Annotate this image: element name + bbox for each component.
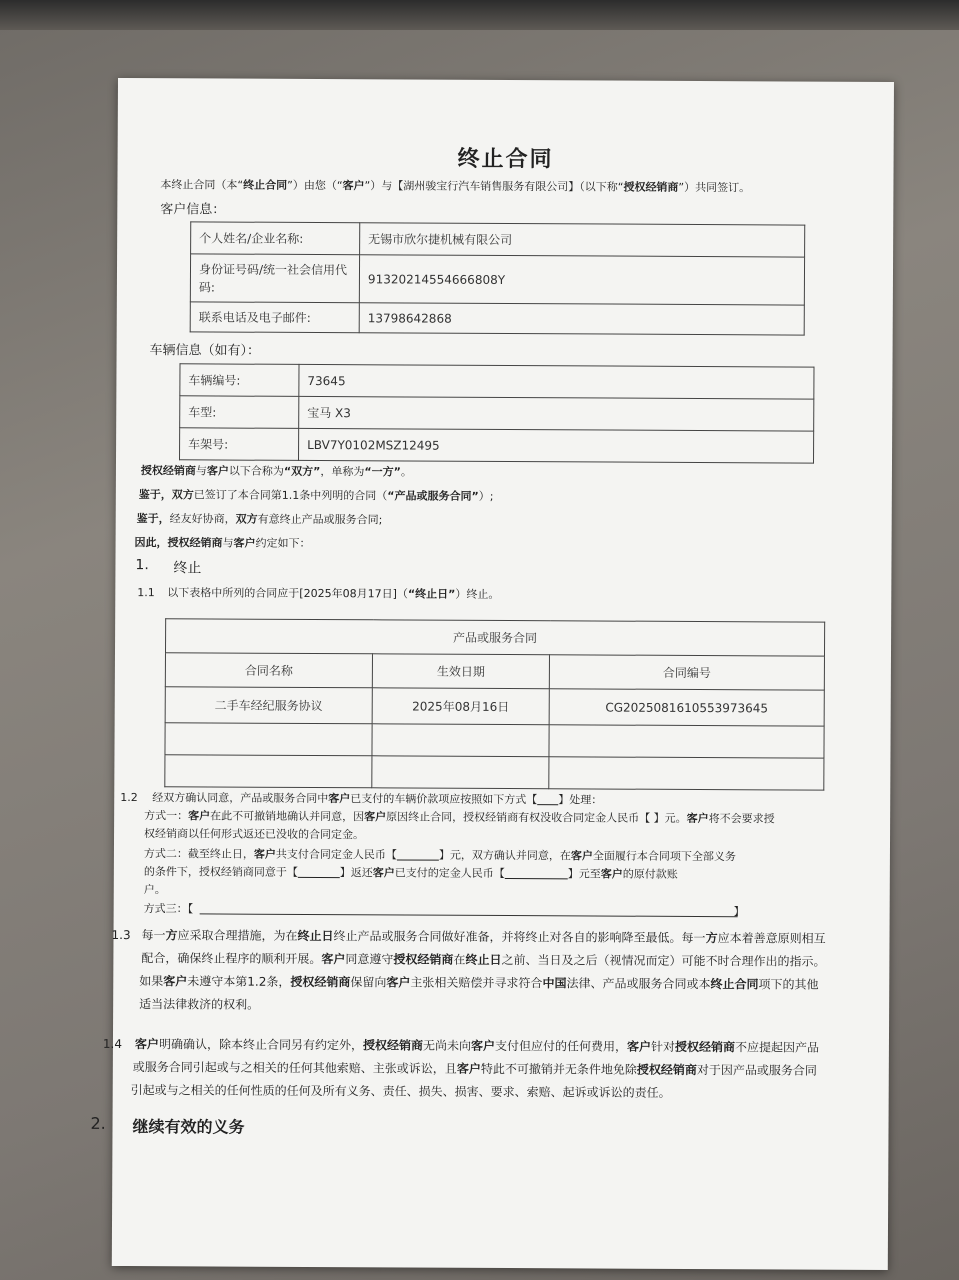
plain-text: 经友好协商， — [169, 512, 236, 526]
vehicle-row — [180, 428, 814, 463]
header-contract-number: 合同编号 — [549, 655, 824, 690]
plain-text: 】元，双方确认并同意，在 — [438, 848, 571, 863]
bold-term: 客户 — [470, 1038, 496, 1053]
plain-text: 在此不可撤销地确认并同意，因 — [210, 809, 365, 824]
bold-term: 双方 — [235, 512, 258, 526]
intro-text: ”）共同签订。 — [678, 180, 751, 195]
effective-date-cell — [372, 724, 549, 757]
bold-term: 客户 — [600, 867, 623, 881]
effective-date-cell — [372, 756, 549, 789]
plain-text: 保留向 — [350, 975, 387, 990]
contract-name-cell: 二手车经纪服务协议 — [165, 687, 372, 724]
plain-text: 主张相关赔偿并寻求符合 — [410, 975, 543, 991]
section-2-number: 2. — [90, 1113, 106, 1133]
bold-term: 方 — [705, 931, 718, 946]
customer-label: 联系电话及电子邮件: — [190, 302, 359, 333]
handling-method-blank — [537, 793, 558, 806]
way-3-line — [144, 900, 194, 917]
therefore-clause — [135, 534, 855, 555]
plain-text: 与 — [222, 536, 234, 550]
customer-info-table — [190, 221, 806, 335]
bold-term: 中国 — [542, 976, 567, 991]
vehicle-row — [180, 364, 814, 399]
plain-text: 同意遵守 — [345, 952, 394, 967]
contract-name-cell — [165, 755, 372, 788]
intro-paragraph — [160, 176, 860, 197]
customer-value: 13798642868 — [359, 303, 804, 335]
plain-text: ）终止。 — [455, 587, 500, 601]
bold-term: 客户 — [328, 792, 351, 806]
plain-text: 与 — [195, 464, 207, 478]
section-2-title: 继续有效的义务 — [132, 1117, 245, 1137]
plain-text: 有意终止产品或服务合同; — [257, 512, 383, 527]
bold-term: “终止日” — [407, 587, 456, 601]
clause-1-2-number: 1.2 — [120, 790, 138, 805]
clause-1-1-text — [167, 584, 867, 605]
intro-text: ”）由您（“ — [287, 178, 343, 193]
bold-term: “双方” — [283, 464, 321, 479]
plain-text: 已支付的车辆价款项应按照如下方式【 — [350, 792, 538, 807]
plain-text: 应本着善意原则相互 — [717, 931, 826, 946]
contract-table-caption: 产品或服务合同 — [165, 619, 824, 656]
contract-number-cell: CG2025081610553973645 — [549, 689, 824, 726]
plain-text: 以下合称为 — [228, 464, 284, 478]
header-effective-date: 生效日期 — [372, 654, 549, 689]
intro-bold: 终止合同 — [243, 178, 288, 192]
plain-text: 的条件下，授权经销商同意于【 — [143, 865, 298, 879]
plain-text: 如果 — [139, 974, 164, 989]
bold-term: “产品或服务合同” — [387, 489, 479, 503]
bold-term: 终止日 — [297, 928, 334, 944]
deposit-amount-blank — [397, 848, 439, 861]
vehicle-info-heading: 车辆信息（如有）： — [149, 343, 261, 359]
customer-label: 身份证号码/统一社会信用代码: — [190, 254, 359, 303]
plain-text: 对于因产品或服务合同 — [696, 1063, 817, 1078]
contract-list-table — [164, 618, 825, 790]
parties-definition — [141, 462, 861, 483]
bold-term: 客户 — [626, 1039, 652, 1054]
bold-term: 客户 — [233, 536, 256, 550]
plain-text: 】返还 — [339, 866, 373, 880]
bold-term: “一方” — [364, 465, 401, 479]
customer-row — [190, 302, 804, 335]
header-contract-name: 合同名称 — [165, 653, 372, 688]
plain-text: 以下表格中所列的合同应于[2025年08月17日]（ — [167, 586, 408, 601]
bold-term: 客户 — [163, 974, 188, 989]
refund-date-blank — [298, 866, 340, 879]
bold-term: 授权经销商 — [140, 464, 196, 478]
bold-term: 终止合同 — [710, 977, 759, 992]
customer-label: 个人姓名/企业名称: — [191, 222, 360, 255]
bold-term: 方 — [165, 928, 178, 943]
plain-text: ）; — [478, 489, 494, 503]
plain-text: 原因终止合同，授权经销商有权没收合同定金人民币【 】元。 — [386, 810, 687, 825]
clause-1-4-line-3: 引起或与之相关的任何性质的任何及所有义务、责任、损失、损害、要求、索赔、起诉或诉讼的责任。 — [130, 1083, 671, 1100]
effective-date-cell: 2025年08月16日 — [372, 688, 549, 725]
plain-text: 应采取合理措施，为在 — [177, 928, 298, 943]
clause-1-3-number: 1.3 — [111, 927, 131, 943]
plain-text: ，单称为 — [320, 465, 365, 479]
way-3-blank-line — [200, 913, 738, 917]
plain-text: 方式一： — [144, 809, 189, 823]
plain-text: 将不会要求授 — [708, 812, 775, 826]
bold-term: 客户 — [188, 809, 211, 823]
plain-text: 方式二：截至终止日， — [143, 847, 254, 861]
plain-text: 之前、当日及之后（视情况而定）可能不时合理作出的指示。 — [501, 952, 826, 969]
bold-term: 鉴于， — [138, 488, 172, 502]
vehicle-value: LBV7Y0102MSZ12495 — [299, 428, 814, 463]
plain-text: 针对 — [651, 1039, 676, 1054]
plain-text: 方式三：【 — [143, 902, 194, 916]
bold-term: 鉴于， — [136, 512, 170, 526]
vehicle-label: 车型: — [180, 396, 299, 429]
plain-text: 】处理： — [558, 793, 603, 807]
table-row — [165, 755, 824, 790]
bold-term: 客户 — [134, 1037, 159, 1052]
customer-value: 91320214554666808Y — [359, 255, 804, 305]
plain-text: 约定如下： — [255, 536, 311, 550]
way-2-line-3: 户。 — [143, 883, 166, 897]
bold-term: 授权经销商 — [675, 1039, 736, 1055]
plain-text: 每一 — [141, 928, 166, 943]
plain-text: 经双方确认同意，产品或服务合同中 — [152, 791, 329, 806]
refund-amount-blank — [505, 867, 568, 880]
bold-term: 客户 — [570, 849, 593, 863]
contract-number-cell — [549, 757, 824, 790]
table-row — [165, 687, 824, 726]
plain-text: 】元至 — [567, 867, 601, 881]
bold-term: 客户 — [253, 847, 276, 861]
bold-term: 客户 — [686, 811, 709, 826]
plain-text: 的原付款账 — [622, 867, 678, 881]
customer-row — [190, 254, 804, 305]
bold-term: 客户 — [321, 952, 346, 967]
contract-table-caption-row — [165, 619, 824, 656]
plain-text: 支付但应付的任何费用， — [494, 1038, 628, 1054]
vehicle-info-table — [179, 363, 814, 463]
contract-number-cell — [549, 725, 824, 758]
whereas-clause-2 — [137, 510, 857, 531]
customer-info-heading: 客户信息： — [160, 202, 226, 218]
bold-term: 客户 — [456, 1061, 481, 1076]
section-1-title: 终止 — [173, 560, 202, 577]
vehicle-value: 73645 — [299, 364, 814, 399]
whereas-clause-1 — [139, 486, 859, 507]
section-1-number: 1. — [135, 557, 149, 574]
plain-text: 特此不可撤销并无条件地免除 — [480, 1061, 637, 1077]
bold-term: 因此， — [134, 536, 168, 550]
plain-text: 不应提起因产品 — [735, 1040, 820, 1055]
clause-1-3-line-4: 适当法律救济的权利。 — [139, 997, 260, 1012]
bold-term: 授权经销商 — [636, 1062, 697, 1078]
contract-name-cell — [165, 723, 372, 756]
plain-text: 未遵守本第1.2条， — [187, 974, 291, 989]
plain-text: 已签订了本合同第1.1条中列明的合同（ — [193, 488, 388, 503]
plain-text: 法律、产品或服务合同或本 — [566, 976, 711, 992]
vehicle-label: 车辆编号: — [180, 364, 299, 397]
bold-term: 授权经销商 — [167, 536, 223, 550]
customer-row — [191, 222, 805, 257]
intro-text: 本终止合同（本“ — [160, 178, 244, 192]
bold-term: 客户 — [386, 975, 411, 990]
customer-value: 无锡市欣尔捷机械有限公司 — [360, 223, 805, 257]
plain-text: 配合，确保终止程序的顺利开展。 — [141, 951, 322, 967]
bold-term: 授权经销商 — [362, 1038, 424, 1053]
vehicle-row — [180, 396, 814, 431]
plain-text: 全面履行本合同项下全部义务 — [592, 849, 736, 864]
bold-term: 终止日 — [465, 952, 502, 967]
bold-term: 客户 — [364, 810, 387, 824]
contract-paper — [90, 78, 894, 1270]
plain-text: 项下的其他 — [758, 977, 819, 992]
vehicle-label: 车架号: — [180, 428, 299, 461]
plain-text: 共支付合同定金人民币【 — [275, 847, 397, 862]
plain-text: 在 — [453, 952, 466, 967]
bold-term: 客户 — [206, 464, 229, 478]
plain-text: 已支付的定金人民币【 — [394, 866, 505, 881]
intro-bold: 客户 — [342, 179, 365, 193]
document-title: 终止合同 — [457, 146, 554, 173]
bold-term: 客户 — [372, 866, 395, 880]
way-1-line-2: 权经销商以任何形式返还已没收的合同定金。 — [144, 827, 365, 842]
plain-text: 。 — [400, 465, 412, 479]
clause-1-4-number: 1.4 — [102, 1036, 123, 1052]
bold-term: 双方 — [171, 488, 194, 502]
clause-1-1-number: 1.1 — [137, 586, 155, 600]
plain-text: 无尚未向 — [422, 1038, 472, 1053]
way-2-line-2 — [144, 863, 879, 884]
plain-text: 终止产品或服务合同做好准备，并将终止对各自的影响降至最低。每一 — [333, 929, 706, 946]
contract-table-header-row — [165, 653, 824, 690]
bold-term: 授权经销商 — [393, 952, 454, 967]
plain-text: 或服务合同引起或与之相关的任何其他索赔、主张或诉讼，且 — [132, 1060, 457, 1076]
intro-bold: 授权经销商 — [623, 180, 679, 194]
intro-text: ”）与【湖州骏宝行汽车销售服务有限公司】（以下称“ — [364, 179, 624, 194]
bold-term: 授权经销商 — [290, 974, 351, 990]
table-row — [165, 723, 824, 758]
plain-text: 明确确认，除本终止合同另有约定外， — [158, 1037, 364, 1053]
way-3-close-bracket: 】 — [733, 905, 745, 919]
background-top — [0, 0, 959, 30]
vehicle-value: 宝马 X3 — [299, 396, 814, 431]
